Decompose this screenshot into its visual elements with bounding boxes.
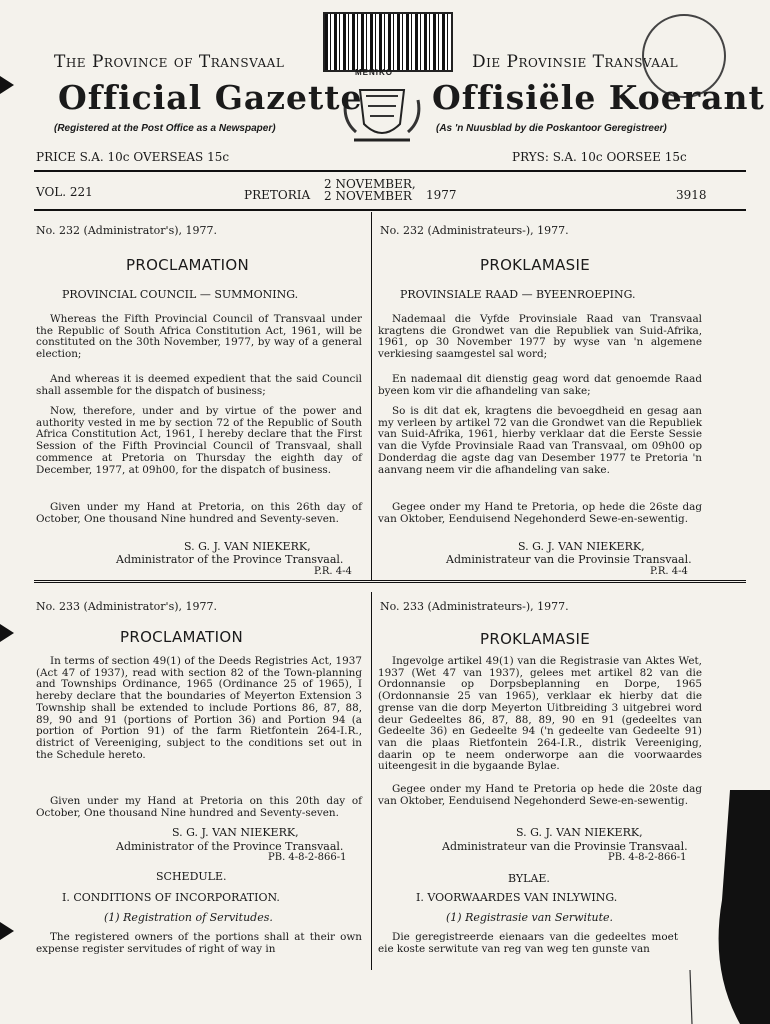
signatory-title: Administrateur van die Provinsie Transvaal. (446, 553, 692, 566)
paragraph: Nademaal die Vyfde Provinsiale Raad van Transvaal kragtens die Grondwet van die Republiek van Suid-Afrika, 1961, op 30 November 1977 by wyse van 'n algemene verkiesing saamgestel sal word; (378, 313, 702, 361)
paragraph: Die geregistreerde eienaars van die gedeeltes moet eie koste serwitute van reg van weg ten gunste van (378, 931, 678, 955)
proc-number: No. 232 (Administrator's), 1977. (36, 224, 217, 237)
date-af: 2 NOVEMBER (324, 189, 412, 203)
proc-heading: PROCLAMATION (126, 256, 249, 274)
section-heading: I. CONDITIONS OF INCORPORATION. (62, 891, 280, 904)
paragraph: And whereas it is deemed expedient that the said Council shall assemble for the dispatch of business; (36, 373, 362, 397)
barcode-label: MENIKO (355, 68, 393, 77)
paragraph: En nademaal dit dienstig geag word dat genoemde Raad byeen kom vir die afhandeling van sake; (378, 373, 702, 397)
margin-mark (0, 624, 14, 642)
torn-edge (670, 790, 770, 1024)
paragraph: Ingevolge artikel 49(1) van die Registrasie van Aktes Wet, 1937 (Wet 47 van 1937), gelees met artikel 82 van die Ordonnansie op Dorpsbeplanning en Dorpe, 1965 (Ordonnansie 25 van 1965), verklaar ek hierby dat die grense van die dorp Meyerton Uitbreiding 3 uitgebrei word deur Gedeeltes 86, 87, 88, 89, 90 en 91 (gedeeltes van Gedeelte 36) en Gedeelte 94 ('n gedeelte van Gedeelte 91) van die plaas Rietfontein 264-I.R., distrik Vereeniging, daarin op te neem onderworpe aan die voorwaardes uiteengesit in die bygaande Bylae. (378, 655, 702, 773)
volume: VOL. 221 (36, 185, 93, 199)
signatory: S. G. J. VAN NIEKERK, (184, 540, 311, 553)
signatory: S. G. J. VAN NIEKERK, (172, 826, 299, 839)
paragraph: Given under my Hand at Pretoria on this 20th day of October, One thousand Nine hundred and Seventy-seven. (36, 795, 362, 819)
issue-dates (324, 178, 416, 202)
column-divider (371, 212, 372, 580)
paragraph: So is dit dat ek, kragtens die bevoegdheid en gesag aan my verleen by artikel 72 van die Grondwet van die Republiek van Suid-Afrika, 1961, hierby verklaar dat die Eerste Sessie van die Vyfde Provinsiale Raad van Transvaal, om 09h00 op Donderdag die agste dag van Desember 1977 te Pretoria 'n aanvang neem vir die afhandeling van sake. (378, 405, 702, 476)
proc-number: No. 233 (Administrator's), 1977. (36, 600, 217, 613)
place: PRETORIA (244, 188, 311, 202)
paragraph: Gegee onder my Hand te Pretoria op hede die 20ste dag van Oktober, Eenduisend Negehonderd Sewe-en-sewentig. (378, 783, 702, 807)
schedule-heading: BYLAE. (508, 872, 550, 885)
proc-heading: PROKLAMASIE (480, 630, 590, 648)
gazette-title-af: Offisiële Koerant (432, 78, 765, 117)
paragraph: In terms of section 49(1) of the Deeds Registries Act, 1937 (Act 47 of 1937), read with section 82 of the Town-planning and Townships Ordinance, 1965 (Ordinance 25 of 1965), I hereby declare that the boundaries of Meyerton Extension 3 Township shall be extended to include Portions 86, 87, 88, 89, 90 and 91 (portions of Portion 36) and Portion 94 (a portion of Portion 91) of the farm Rietfontein 264-I.R., district of Vereeniging, subject to the conditions set out in the Schedule hereto. (36, 655, 362, 761)
reference: PB. 4-8-2-866-1 (268, 852, 347, 863)
proc-number: No. 233 (Administrateurs-), 1977. (380, 600, 569, 613)
reference: P.R. 4-4 (650, 566, 688, 577)
paragraph: Now, therefore, under and by virtue of the power and authority vested in me by section 72 of the Republic of South Africa Constitution Act, 1961, I hereby declare that the First Session of the Fifth Provincial Council of Transvaal, shall commence at Pretoria on Thursday the eighth day of December, 1977, at 09h00, for the dispatch of business. (36, 405, 362, 476)
price-en: PRICE S.A. 10c OVERSEAS 15c (36, 150, 230, 164)
reference: P.R. 4-4 (314, 566, 352, 577)
proc-number: No. 232 (Administrateurs-), 1977. (380, 224, 569, 237)
proc-subheading: PROVINSIALE RAAD — BYEENROEPING. (400, 288, 636, 301)
section-rule (34, 580, 746, 585)
subsection-heading: (1) Registration of Servitudes. (104, 911, 273, 924)
reference: PB. 4-8-2-866-1 (608, 852, 687, 863)
signatory-title: Administrateur van die Provinsie Transvaal. (442, 840, 688, 853)
province-title-af: Die Provinsie Transvaal (472, 52, 679, 72)
margin-mark (0, 76, 14, 94)
paragraph: Gegee onder my Hand te Pretoria, op hede die 26ste dag van Oktober, Eenduisend Negehonderd Sewe-en-sewentig. (378, 501, 702, 525)
date-en: 2 NOVEMBER, (324, 177, 416, 191)
paragraph: The registered owners of the portions shall at their own expense register servitudes of right of way in (36, 931, 362, 955)
registered-note-en: (Registered at the Post Office as a Newspaper) (54, 123, 276, 134)
gazette-title-en: Official Gazette (58, 78, 363, 117)
registered-note-af: (As 'n Nuusblad by die Poskantoor Geregistreer) (436, 123, 667, 134)
year: 1977 (426, 188, 457, 202)
price-af: PRYS: S.A. 10c OORSEE 15c (512, 150, 687, 164)
schedule-heading: SCHEDULE. (156, 870, 227, 883)
signatory-title: Administrator of the Province Transvaal. (116, 553, 344, 566)
signatory: S. G. J. VAN NIEKERK, (516, 826, 643, 839)
signatory-title: Administrator of the Province Transvaal. (116, 840, 344, 853)
proc-heading: PROKLAMASIE (480, 256, 590, 274)
proc-subheading: PROVINCIAL COUNCIL — SUMMONING. (62, 288, 299, 301)
subsection-heading: (1) Registrasie van Serwitute. (446, 911, 614, 924)
paragraph: Given under my Hand at Pretoria, on this 26th day of October, One thousand Nine hundred and Seventy-seven. (36, 501, 362, 525)
proc-heading: PROCLAMATION (120, 628, 243, 646)
margin-mark (0, 922, 14, 940)
column-divider (371, 592, 372, 970)
rule (34, 209, 746, 211)
rule (34, 170, 746, 172)
barcode (323, 12, 453, 72)
paragraph: Whereas the Fifth Provincial Council of Transvaal under the Republic of South Africa Constitution Act, 1961, will be constituted on the 30th November, 1977, by way of a general election; (36, 313, 362, 361)
issue-number: 3918 (676, 188, 707, 202)
signatory: S. G. J. VAN NIEKERK, (518, 540, 645, 553)
province-title-en: The Province of Transvaal (54, 52, 285, 72)
section-heading: I. VOORWAARDES VAN INLYWING. (416, 891, 618, 904)
